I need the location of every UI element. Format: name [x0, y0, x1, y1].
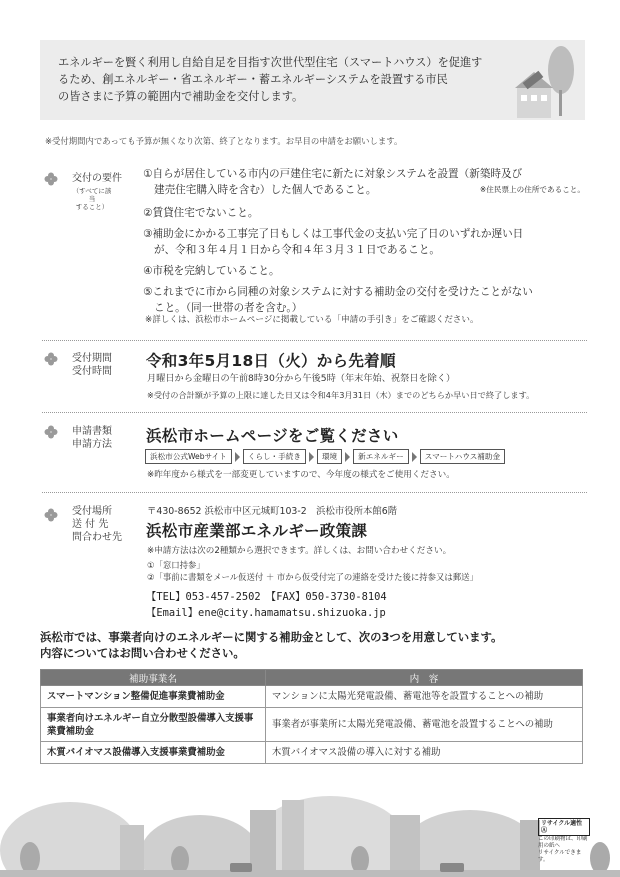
- label-line: 受付場所: [72, 506, 112, 517]
- grant-content: 木質バイオマス設備の導入に対する補助: [266, 742, 583, 764]
- divider: [42, 412, 587, 413]
- period-note: ※受付の合計額が予算の上限に達した日又は令和4年3月31日（木）までのどちらか早い日で終了します。: [147, 390, 535, 400]
- nav-step-new-energy: 新エネルギー: [353, 449, 409, 464]
- clover-icon: [44, 172, 58, 186]
- contact-email[interactable]: 【Email】ene@city.hamamatsu.shizuoka.jp: [146, 607, 386, 619]
- requirement-line: ②賃貸住宅でないこと。: [143, 207, 259, 219]
- address-note: ※住民票上の住所であること。: [479, 185, 585, 194]
- arrow-right-icon: [235, 452, 240, 462]
- forms-label: [72, 425, 112, 451]
- intro-line: の皆さまに予算の範囲内で補助金を交付します。: [58, 90, 304, 103]
- website-nav-path: [145, 449, 505, 464]
- nav-step-smarthouse: スマートハウス補助金: [420, 449, 505, 464]
- requirements-label: 交付の要件: [72, 173, 122, 184]
- recycle-mark: [538, 818, 590, 864]
- grant-name: 事業者向けエネルギー自立分散型設備導入支援事業費補助金: [41, 708, 266, 742]
- sublabel-line: すること）: [75, 203, 109, 211]
- grant-content: 事業者が事業所に太陽光発電設備、蓄電池を設置することへの補助: [266, 708, 583, 742]
- contact-label: [72, 505, 122, 544]
- requirements-sublabel: [70, 187, 114, 211]
- grant-content: マンションに太陽光発電設備、蓄電池等を設置することへの補助: [266, 686, 583, 708]
- clover-icon: [44, 508, 58, 522]
- intro-text: [58, 54, 528, 105]
- intro-line: エネルギーを賢く利用し自給自足を目指す次世代型住宅（スマートハウス）を促進す: [58, 56, 483, 69]
- label-line: 受付時間: [72, 366, 112, 377]
- period-label: [72, 352, 112, 378]
- requirement-line: ①自らが居住している市内の戸建住宅に新たに対象システムを設置（新築時及び: [143, 168, 523, 180]
- requirement-text: 建売住宅購入時を含む）した個人であること。: [154, 184, 377, 196]
- clover-icon: [44, 425, 58, 439]
- clover-icon: [44, 352, 58, 366]
- table-header-row: [41, 670, 583, 686]
- heading-line: 浜松市では、事業者向けのエネルギーに関する補助金として、次の3つを用意しています。: [40, 630, 503, 644]
- requirements-list: [143, 166, 585, 316]
- period-headline: 令和3年5月18日（火）から先着順: [146, 352, 396, 370]
- requirement-line: ④市税を完納していること。: [143, 265, 280, 277]
- intro-box: [40, 40, 585, 120]
- nav-step-site: 浜松市公式Webサイト: [145, 449, 232, 464]
- business-grants-heading: [40, 629, 502, 661]
- method-note: ※申請方法は次の2種類から選択できます。詳しくは、お問い合わせください。: [147, 546, 452, 556]
- requirement-line: ⑤これまでに市から同種の対象システムに対する補助金の交付を受けたことがない: [143, 286, 533, 298]
- recycle-badge: リサイクル適性Ⓐ: [538, 818, 590, 836]
- table-row: [41, 686, 583, 708]
- divider: [42, 340, 587, 341]
- period-hours: 月曜日から金曜日の午前8時30分から午後5時（年末年始、祝祭日を除く）: [147, 373, 456, 384]
- table-row: [41, 708, 583, 742]
- nav-step-environment: 環境: [317, 449, 342, 464]
- divider: [42, 492, 587, 493]
- arrow-right-icon: [345, 452, 350, 462]
- forms-headline: 浜松市ホームページをご覧ください: [146, 427, 399, 445]
- requirement-line: [143, 182, 585, 198]
- arrow-right-icon: [309, 452, 314, 462]
- column-header: 補助事業名: [41, 670, 266, 686]
- contact-address: 〒430-8652 浜松市中区元城町103-2 浜松市役所本館6階: [147, 506, 398, 517]
- nav-step-living: くらし・手続き: [243, 449, 306, 464]
- sublabel-line: （すべてに該当: [72, 187, 112, 203]
- column-header: 内 容: [266, 670, 583, 686]
- intro-line: るため、創エネルギー・省エネルギー・蓄エネルギーシステムを設置する市民: [58, 73, 448, 86]
- townscape-illustration: [0, 770, 620, 877]
- recycle-text: この印刷物は、印刷用の紙へ: [538, 836, 588, 849]
- detail-note: ※詳しくは、浜松市ホームページに掲載している「申請の手引き」をご確認ください。: [145, 315, 479, 325]
- contact-department: 浜松市産業部エネルギー政策課: [146, 522, 368, 540]
- house-tree-illustration: [513, 40, 585, 120]
- heading-line: 内容についてはお問い合わせください。: [40, 646, 245, 660]
- requirement-line: こと。（同一世帯の者を含む。）: [154, 302, 303, 314]
- arrow-right-icon: [412, 452, 417, 462]
- business-grants-table: [40, 669, 583, 764]
- label-line: 送 付 先: [72, 519, 109, 530]
- forms-note: ※昨年度から様式を一部変更していますので、今年度の様式をご使用ください。: [147, 470, 455, 480]
- label-line: 申請方法: [72, 439, 112, 450]
- label-line: 申請書類: [72, 426, 112, 437]
- label-line: 受付期間: [72, 353, 112, 364]
- recycle-text: リサイクルできます。: [538, 850, 582, 863]
- grant-name: 木質バイオマス設備導入支援事業費補助金: [41, 742, 266, 764]
- contact-phone-fax: 【TEL】053-457-2502 【FAX】050-3730-8104: [146, 591, 387, 603]
- requirement-line: ③補助金にかかる工事完了日もしくは工事代金の支払い完了日のいずれか遅い日: [143, 228, 524, 240]
- notice-text: ※受付期間内であっても予算が無くなり次第、終了となります。お早目の申請をお願いします。: [45, 136, 403, 146]
- label-line: 問合わせ先: [72, 532, 122, 543]
- requirement-line: が、令和３年４月１日から令和４年３月３１日であること。: [154, 244, 441, 256]
- method-2: ②「事前に書類をメール仮送付 ＋ 市から仮受付完了の連絡を受けた後に持参又は郵送」: [147, 572, 478, 582]
- method-1: ①「窓口持参」: [147, 560, 205, 570]
- grant-name: スマートマンション整備促進事業費補助金: [41, 686, 266, 708]
- table-row: [41, 742, 583, 764]
